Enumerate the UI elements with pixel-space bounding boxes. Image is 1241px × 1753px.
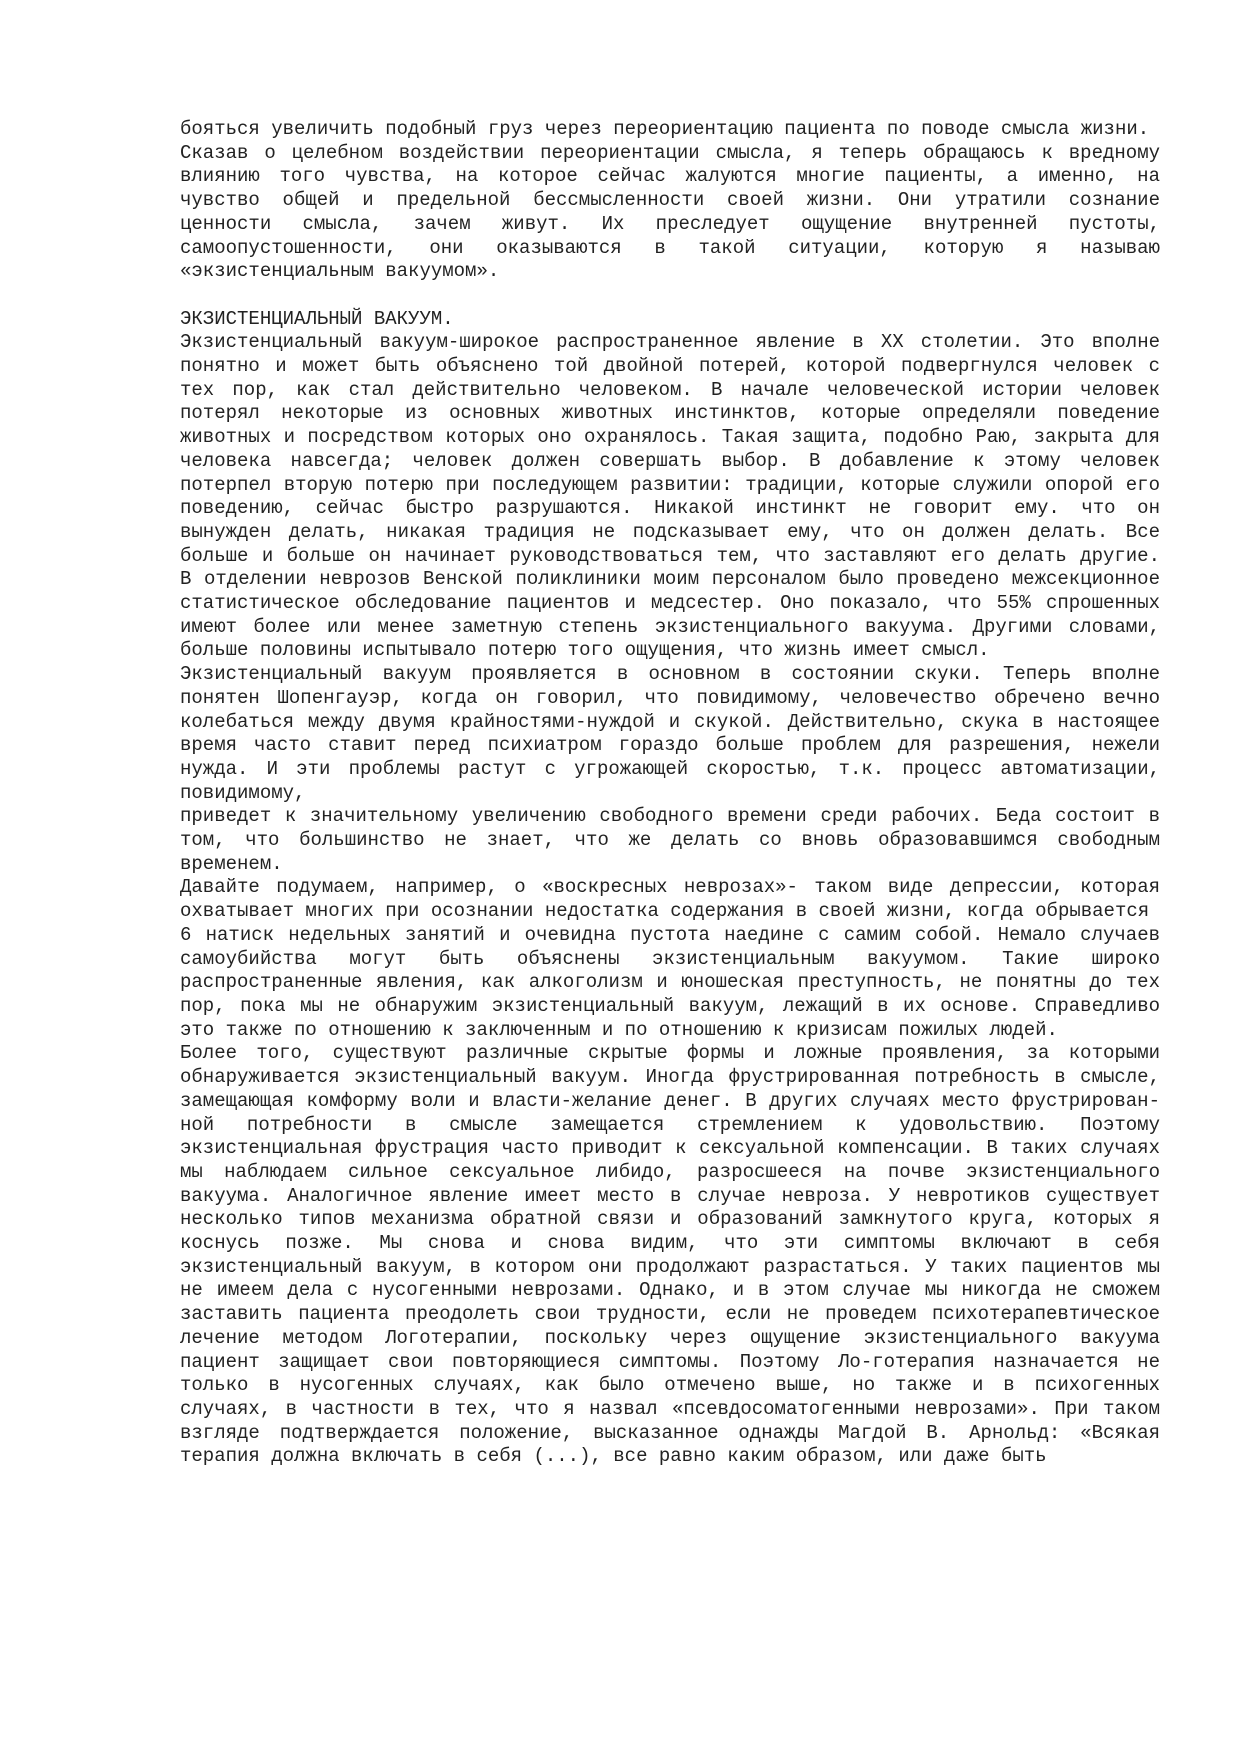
paragraph-hidden-forms: Более того, существуют различные скрытые формы и ложные проявления, за которыми обнаруживается экзистенциальный вакуум. Иногда фрустрированная потребность в смысле, замещающая комформу воли и власти-желание денег. В других случаях место фрустрирован-ной потребности в смысле замещается стремлением к удовольствию. Поэтому экзистенциальная фрустрация часто приводит к сексуальной компенсации. В таких случаях мы наблюдаем сильное сексуальное либидо, разросшееся на почве экзистенциального вакуума. Аналогичное явление имеет место в случае невроза. У невротиков существует несколько типов механизма обратной связи и образований замкнутого круга, которых я коснусь позже. Мы снова и снова видим, что эти симптомы включают в себя экзистенциальный вакуум, в котором они продолжают разрастаться. У таких пациентов мы не имеем дела с нусогенными неврозами. Однако, и в этом случае мы никогда не сможем заставить пациента преодолеть свои трудности, если не проведем психотерапевтическое лечение методом Логотерапии, поскольку через ощущение экзистенциального вакуума пациент защищает свои повторяющиеся симптомы. Поэтому Ло-готерапия назначается не только в нусогенных случаях, как было отмечено выше, но также и в психогенных случаях, в частности в тех, что я назвал «псевдосоматогенными неврозами». При таком взгляде подтверждается положение, высказанное однажды Магдой В. Арнольд: «Всякая терапия должна включать в себя (...), все равно каким образом, или даже быть — [180, 1042, 1160, 1468]
paragraph-vacuum-definition: Экзистенциальный вакуум-широкое распространенное явление в XX столетии. Это вполне понятно и может быть объяснено той двойной потерей, которой подвергнулся человек с тех пор, как стал действительно человеком. В начале человеческой истории человек потерял некоторые из основных животных инстинктов, которые определяли поведение животных и посредством которых оно охранялось. Такая защита, подобно Раю, закрыта для человека навсегда; человек должен совершать выбор. В добавление к этому человек потерпел вторую потерю при последующем развитии: традиции, которые служили опорой его поведению, сейчас быстро разрушаются. Никакой инстинкт не говорит ему. что он вынужден делать, никакая традиция не подсказывает ему, что он должен делать. Все больше и больше он начинает руководствоваться тем, что заставляют его делать другие. В отделении неврозов Венской поликлиники моим персоналом было проведено межсекционное статистическое обследование пациентов и медсестер. Оно показало, что 55% спрошенных имеют более или менее заметную степень экзистенциального вакуума. Другими словами, больше половины испытывало потерю того ощущения, что жизнь имеет смысл. — [180, 331, 1160, 662]
paragraph-suicide-cases: 6 натиск недельных занятий и очевидна пустота наедине с самим собой. Немало случаев самоубийства могут быть объяснены экзистенциальным вакуумом. Такие широко распространенные явления, как алкоголизм и юношеская преступность, не понятны до тех пор, пока мы не обнаружим экзистенциальный вакуум, лежащий в их основе. Справедливо это также по отношению к заключенным и по отношению к кризисам пожилых людей. — [180, 923, 1160, 1041]
paragraph-meaning-reorientation: Сказав о целебном воздействии переориентации смысла, я теперь обращаюсь к вредному влиянию того чувства, на которое сейчас жалуются многие пациенты, а именно, на чувство общей и предельной бессмысленности своей жизни. Они утратили сознание ценности смысла, зачем живут. Их преследует ощущение внутренней пустоты, самоопустошенности, они оказываются в такой ситуации, которую я называю «экзистенциальным вакуумом». — [180, 141, 1160, 283]
paragraph-boredom: Экзистенциальный вакуум проявляется в основном в состоянии скуки. Теперь вполне понятен Шопенгауэр, когда он говорил, что повидимому, человечество обречено вечно колебаться между двумя крайностями-нуждой и скукой. Действительно, скука в настоящее время часто ставит перед психиатром гораздо больше проблем для разрешения, нежели нужда. И эти проблемы растут с угрожающей скоростью, т.к. процесс автоматизации, повидимому, — [180, 663, 1160, 804]
paragraph-free-time: приведет к значительному увеличению свободного времени среди рабочих. Беда состоит в том, что большинство не знает, что же делать со вновь образовавшимся свободным временем. — [180, 805, 1160, 875]
paragraph-sunday-neurosis: Давайте подумаем, например, о «воскресных неврозах»- таком виде депрессии, которая охватывает многих при осознании недостатка содержания в своей жизни, когда обрывается — [180, 876, 1160, 923]
document-page — [180, 118, 1160, 1469]
paragraph-gap — [180, 284, 1160, 308]
section-heading: ЭКЗИСТЕНЦИАЛЬНЫЙ ВАКУУМ. — [180, 307, 454, 330]
paragraph-intro: бояться увеличить подобный груз через переориентацию пациента по поводе смысла жизни. — [180, 118, 1150, 140]
